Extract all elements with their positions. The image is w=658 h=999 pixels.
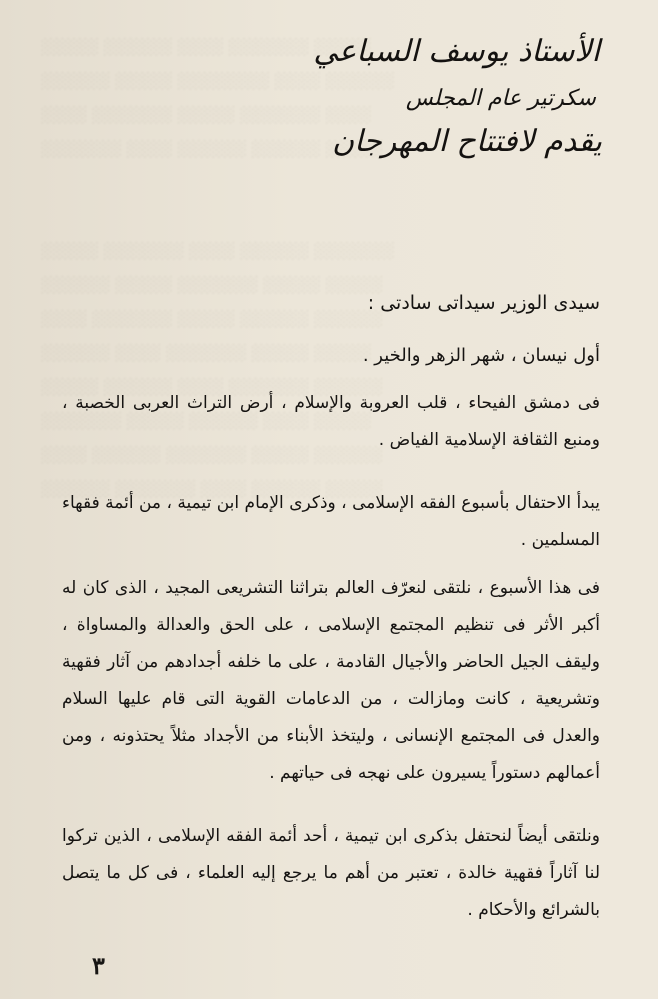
speaker-name: الأستاذ يوسف السباعي xyxy=(313,34,600,69)
reverse-side-bleed-through: ░░░░░ ░░░░░░ ░░░░ ░░░░░░░ ░░░░░ ░░░░░░ ░░░░░ ░░░░░░░░ ░░░░ ░░░░░░ ░░░░ ░░░░░░░ ░░░░░ ░░░░░░░ ░░░░ ░░░░░░░ ░░░░ ░░░░░░ ░░░░░░ ░░░░░ ░░░░░ ░░░░░░░ ░░░░ ░░░░░░ ░░░░░░░ ░░░░░░ ░░░░░ ░░░░░░░ ░░░░░ ░░░░░ ░░░░ ░░░░░░░ ░░░░░ ░░░░░░ ░░░░░░ ░░░░░░ ░░░░ ░░░░░░░ ░░░░░ ░░░░░ ░░░░░ ░░░░░░ ░░░░ ░░░░░░░ ░░░░░░ ░░░░░░░ ░░░░░ ░░░░░░ ░░░░ ░░░░░ ░░░░ ░░░░░░ ░░░░░░░ ░░░░░ ░░░░░░ ░░░░░░ ░░░░░░░ ░░░░ ░░░░░░ ░░░░░ xyxy=(40,38,394,498)
paragraph-5: ونلتقى أيضاً لنحتفل بذكرى ابن تيمية ، أحد أئمة الفقه الإسلامى ، الذين تركوا لنا آثاراً فقهية خالدة ، تعتبر من أهم ما يرجع إليه العلماء ، فى كل ما يتصل بالشرائع والأحكام . xyxy=(62,826,600,920)
speaker-title: سكرتير عام المجلس xyxy=(405,86,596,111)
paragraph-3: يبدأ الاحتفال بأسبوع الفقه الإسلامى ، وذكرى الإمام ابن تيمية ، من أئمة فقهاء المسلمين . xyxy=(62,493,600,550)
intro-line: يقدم لافتتاح المهرجان xyxy=(332,124,602,159)
paragraph-2: فى دمشق الفيحاء ، قلب العروبة والإسلام ، أرض التراث العربى الخصبة ، ومنبع الثقافة الإسلامية الفياض . xyxy=(62,393,600,450)
paragraph-1: أول نيسان ، شهر الزهر والخير . xyxy=(362,345,600,366)
paragraph-4: فى هذا الأسبوع ، نلتقى لنعرّف العالم بتراثنا التشريعى المجيد ، الذى كان له أكبر الأثر فى تنظيم المجتمع الإسلامى ، على الحق والعدالة والمساواة ، وليقف الجيل الحاضر والأجيال القادمة ، على ما خلفه أجدادهم من آثار فقهية وتشريعية ، كانت ومازالت ، من الدعامات القوية التى قام عليها السلام والعدل فى المجتمع الإنسانى ، وليتخذ الأبناء من الأجداد مثلاً يحتذونه ، ومن أعمالهم دستوراً يسيرون على نهجه فى حياتهم . xyxy=(62,578,600,783)
salutation: سيدى الوزير سيداتى سادتى : xyxy=(367,292,600,314)
page-number: ٣ xyxy=(92,951,105,980)
